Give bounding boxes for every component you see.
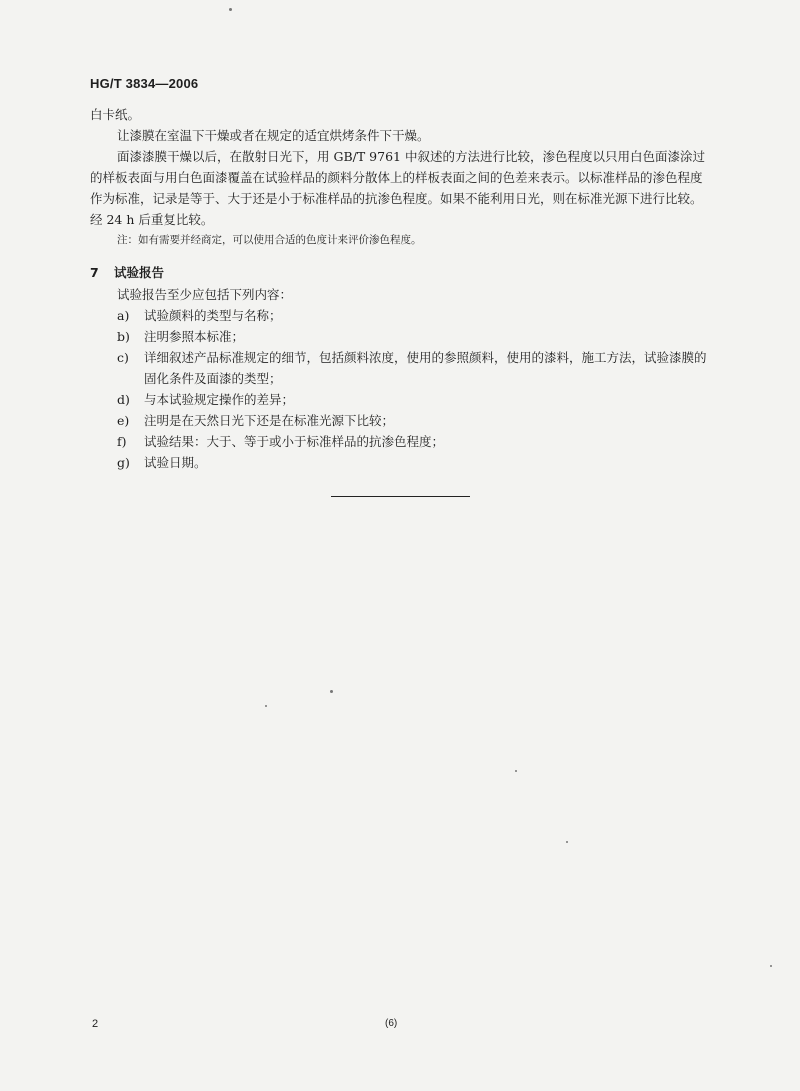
end-rule (331, 496, 470, 497)
page-number: 2 (92, 1018, 99, 1030)
list-item-label: d) (117, 392, 130, 407)
scan-speck (770, 965, 772, 967)
scan-speck (229, 8, 232, 11)
list-item-text: 试验颜料的类型与名称； (144, 308, 282, 323)
list-item-label: a) (117, 308, 130, 323)
list-item-label: f) (117, 434, 127, 449)
list-item (90, 452, 714, 473)
list-item (90, 431, 714, 452)
list-item (90, 389, 714, 410)
list-item-text: 试验结果：大于、等于或小于标准样品的抗渗色程度； (144, 434, 445, 449)
list-item (90, 305, 714, 326)
section-intro: 试验报告至少应包括下列内容： (117, 287, 293, 302)
list-item (90, 326, 714, 347)
paragraph-comparison: 面漆漆膜干燥以后，在散射日光下，用 GB/T 9761 中叙述的方法进行比较，渗色程度以只用白色面漆涂过的样板表面与用白色面漆覆盖在试验样品的颜料分散体上的样板表面之间的色差来表示。以标准样品的渗色程度作为标准，记录是等于、大于还是小于标准样品的抗渗色程度。如果不能利用日光，则在标准光源下进行比较。经 24 h 后重复比较。 (90, 149, 705, 227)
section-number: 7 (90, 265, 99, 280)
list-item-label: e) (117, 413, 130, 428)
scan-speck (566, 841, 568, 843)
scan-speck (330, 690, 333, 693)
list-item (90, 410, 714, 431)
note-text: 注：如有需要并经商定，可以使用合适的色度计来评价渗色程度。 (117, 234, 422, 246)
section-title: 试验报告 (114, 265, 165, 280)
list-item-text: 详细叙述产品标准规定的细节，包括颜料浓度，使用的参照颜料，使用的漆料，施工方法，试验漆膜的固化条件及面漆的类型； (144, 350, 707, 386)
body-text (90, 104, 714, 473)
list-item-label: g) (117, 455, 130, 470)
list-item (90, 347, 714, 389)
standard-code: HG/T 3834—2006 (90, 76, 199, 91)
list-item-label: c) (117, 350, 129, 365)
scan-speck (265, 705, 267, 707)
sequence-number: (6) (385, 1018, 398, 1029)
list-item-text: 试验日期。 (144, 455, 207, 470)
scan-speck (515, 770, 517, 772)
list-item-text: 与本试验规定操作的差异； (144, 392, 295, 407)
list-item-text: 注明参照本标准； (144, 329, 245, 344)
report-items-list (90, 305, 714, 473)
list-item-text: 注明是在天然日光下还是在标准光源下比较； (144, 413, 395, 428)
continuation-text: 白卡纸。 (90, 107, 141, 122)
paragraph-drying: 让漆膜在室温下干燥或者在规定的适宜烘烤条件下干燥。 (117, 128, 430, 143)
list-item-label: b) (117, 329, 130, 344)
section-heading (90, 262, 714, 284)
